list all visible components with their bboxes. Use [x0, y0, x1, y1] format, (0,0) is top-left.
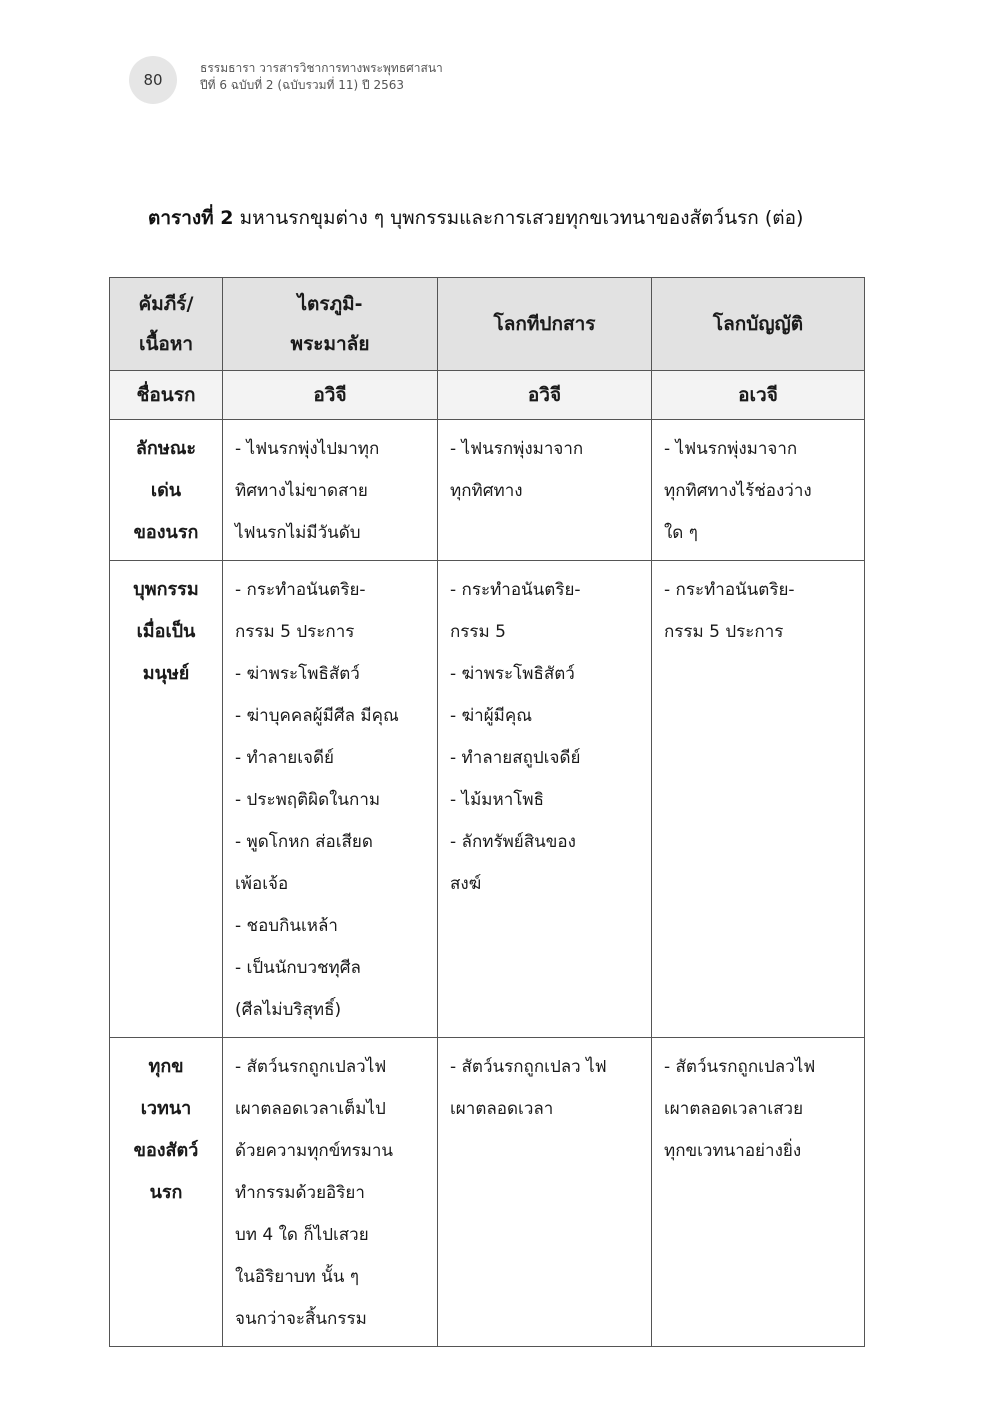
row-label	[110, 420, 223, 561]
cell-line: ด้วยความทุกข์ทรมาน	[235, 1141, 394, 1161]
name-row-label: ชื่อนรก	[110, 371, 223, 420]
header-cell-lokathipakasan	[438, 278, 652, 371]
cell-line: กรรม 5 ประการ	[664, 622, 784, 642]
cell-line: (ศีลไม่บริสุทธิ์)	[235, 1000, 342, 1020]
cell-line: - ลักทรัพย์สินของ	[450, 832, 576, 852]
header-cell-scripture-content	[110, 278, 223, 371]
cell-line: - สัตว์นรกถูกเปลวไฟ	[235, 1057, 387, 1077]
table-cell	[223, 561, 438, 1038]
cell-line: - ทำลายเจดีย์	[235, 748, 334, 768]
cell-line: ใด ๆ	[664, 523, 698, 543]
header-text-line: เนื้อหา	[138, 333, 194, 355]
cell-line: - ไฟนรกพุ่งมาจาก	[450, 439, 584, 459]
header-cell-lokapannatti	[652, 278, 865, 371]
table-cell	[652, 561, 865, 1038]
cell-line: จนกว่าจะสิ้นกรรม	[235, 1309, 367, 1329]
cell-line: เพ้อเจ้อ	[235, 874, 289, 894]
cell-line: - ฆ่าพระโพธิสัตว์	[450, 664, 575, 684]
cell-line: กรรม 5	[450, 622, 506, 642]
cell-line: - ชอบกินเหล้า	[235, 916, 338, 936]
cell-line: ทุกขเวทนาอย่างยิ่ง	[664, 1141, 802, 1161]
header-text-line: คัมภีร์/	[138, 293, 194, 315]
cell-line: - เป็นนักบวชทุศีล	[235, 958, 361, 978]
cell-line: เผาตลอดเวลาเสวย	[664, 1099, 804, 1119]
cell-line: - ฆ่าพระโพธิสัตว์	[235, 664, 360, 684]
table-caption-text: มหานรกขุมต่าง ๆ บุพกรรมและการเสวยทุกขเวทนาของสัตว์นรก (ต่อ)	[233, 207, 804, 229]
cell-line: ในอิริยาบท นั้น ๆ	[235, 1267, 359, 1287]
header-text-line: โลกทีปกสาร	[493, 313, 596, 335]
running-head	[200, 60, 443, 94]
name-row-cell: อวิจี	[438, 371, 652, 420]
cell-line: - กระทำอนันตริย-	[664, 580, 795, 600]
row-label-line: ลักษณะ	[135, 438, 197, 459]
page-number-badge	[129, 56, 177, 104]
table-cell	[652, 420, 865, 561]
row-label-line: บุพกรรม	[133, 579, 199, 600]
cell-line: - พูดโกหก ส่อเสียด	[235, 832, 373, 852]
name-row-cell: อเวจี	[652, 371, 865, 420]
table-caption	[148, 203, 803, 233]
cell-line: ไฟนรกไม่มีวันดับ	[235, 523, 361, 543]
page-number: 80	[143, 71, 163, 89]
row-label-line: เวทนา	[140, 1098, 192, 1119]
hell-comparison-table	[109, 277, 865, 1347]
table-cell	[438, 1038, 652, 1347]
cell-line: - ประพฤติผิดในกาม	[235, 790, 381, 810]
table-cell	[223, 420, 438, 561]
journal-issue: ปีที่ 6 ฉบับที่ 2 (ฉบับรวมที่ 11) ปี 2563	[200, 78, 405, 92]
header-text-line: โลกบัญญัติ	[712, 313, 804, 335]
row-label-line: นรก	[149, 1182, 183, 1203]
table-name-row	[110, 371, 865, 420]
cell-line: กรรม 5 ประการ	[235, 622, 355, 642]
cell-line: - ไฟนรกพุ่งไปมาทุก	[235, 439, 380, 459]
cell-line: เผาตลอดเวลา	[450, 1099, 554, 1119]
cell-line: ทิศทางไม่ขาดสาย	[235, 481, 368, 501]
cell-line: - สัตว์นรกถูกเปลว ไฟ	[450, 1057, 607, 1077]
table-cell	[652, 1038, 865, 1347]
cell-line: ทำกรรมด้วยอิริยา	[235, 1183, 365, 1203]
header-text-line: พระมาลัย	[290, 333, 370, 355]
cell-line: - กระทำอนันตริย-	[450, 580, 581, 600]
row-label-line: เด่น	[150, 480, 182, 501]
table-cell	[223, 1038, 438, 1347]
name-row-cell: อวิจี	[223, 371, 438, 420]
journal-title: ธรรมธารา วารสารวิชาการทางพระพุทธศาสนา	[200, 61, 443, 75]
cell-line: - ทำลายสถูปเจดีย์	[450, 748, 581, 768]
table-cell	[438, 561, 652, 1038]
row-label-line: ทุกข	[148, 1056, 184, 1077]
header-text-line: ไตรภูมิ-	[297, 293, 363, 315]
table-row	[110, 1038, 865, 1347]
cell-line: - สัตว์นรกถูกเปลวไฟ	[664, 1057, 816, 1077]
row-label	[110, 1038, 223, 1347]
cell-line: - ไม้มหาโพธิ	[450, 790, 544, 810]
cell-line: บท 4 ใด ก็ไปเสวย	[235, 1225, 369, 1245]
header-cell-traiphum	[223, 278, 438, 371]
table-row	[110, 561, 865, 1038]
row-label-line: ของสัตว์	[133, 1140, 199, 1161]
row-label-line: ของนรก	[133, 522, 199, 543]
cell-line: ทุกทิศทางไร้ช่องว่าง	[664, 481, 812, 501]
table-cell	[438, 420, 652, 561]
row-label	[110, 561, 223, 1038]
cell-line: เผาตลอดเวลาเต็มไป	[235, 1099, 386, 1119]
cell-line: - ฆ่าผู้มีคุณ	[450, 706, 533, 726]
row-label-line: เมื่อเป็น	[136, 621, 196, 642]
row-label-line: มนุษย์	[142, 663, 190, 684]
cell-line: ทุกทิศทาง	[450, 481, 523, 501]
cell-line: - ไฟนรกพุ่งมาจาก	[664, 439, 798, 459]
table-caption-label: ตารางที่ 2	[148, 207, 234, 229]
cell-line: สงฆ์	[450, 874, 482, 894]
cell-line: - กระทำอนันตริย-	[235, 580, 366, 600]
table-header-row	[110, 278, 865, 371]
table-row	[110, 420, 865, 561]
cell-line: - ฆ่าบุคคลผู้มีศีล มีคุณ	[235, 706, 399, 726]
